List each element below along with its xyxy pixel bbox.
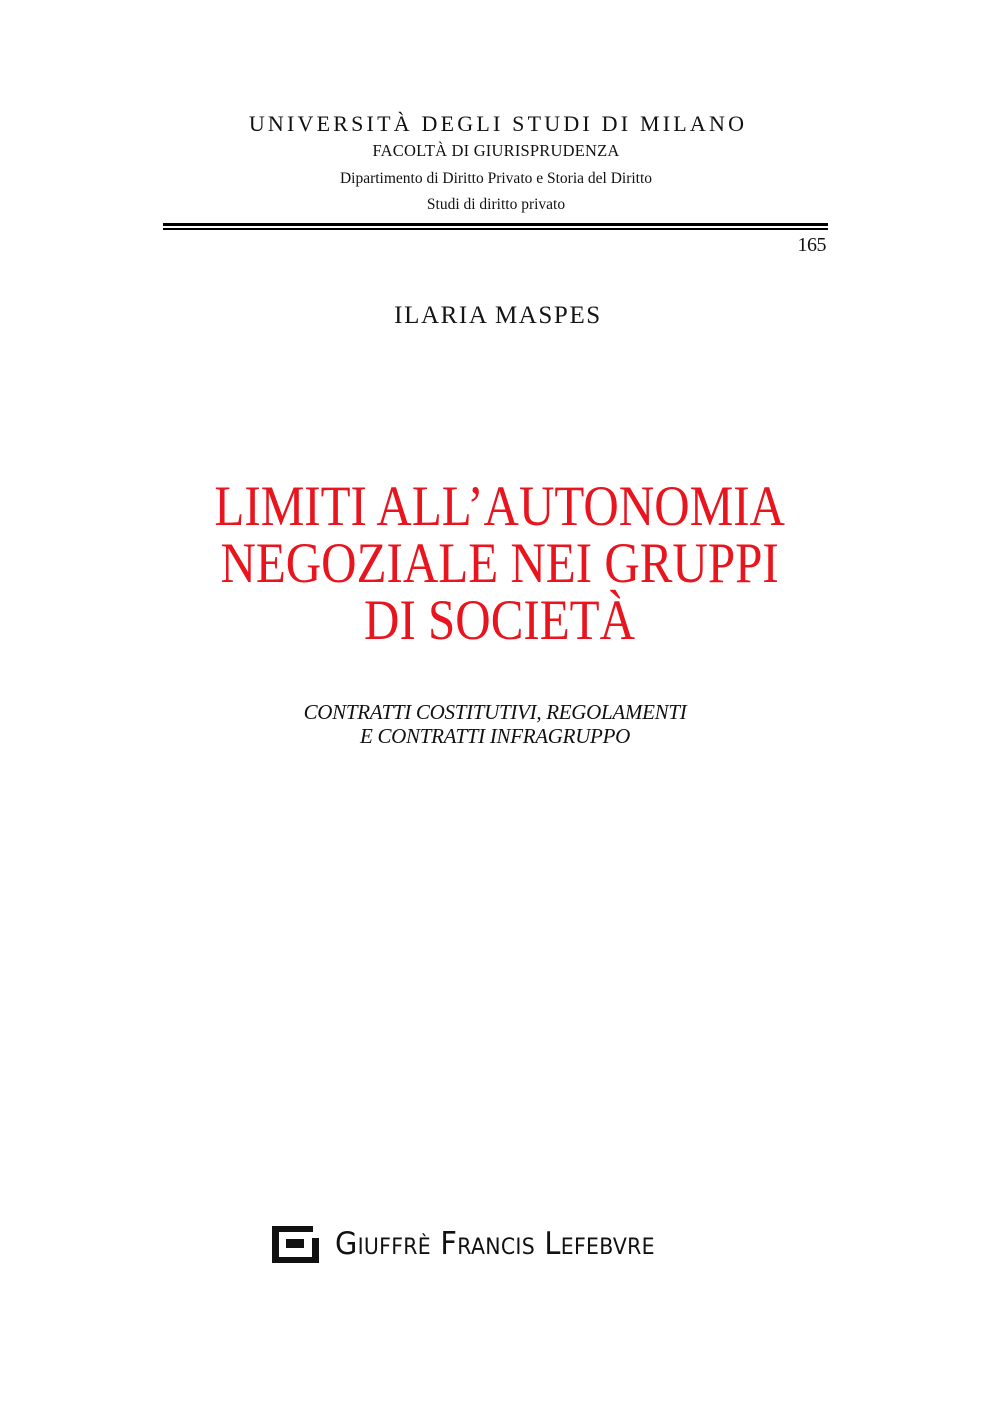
university-name: UNIVERSITÀ DEGLI STUDI DI MILANO bbox=[248, 111, 748, 136]
title-line-3-text: DI SOCIETÀ bbox=[364, 589, 636, 652]
book-title bbox=[0, 475, 1000, 652]
giuffre-logo-mark-icon bbox=[272, 1226, 319, 1263]
department-name: Dipartimento di Diritto Privato e Storia del Diritto bbox=[339, 170, 653, 187]
publisher-logo bbox=[272, 1224, 679, 1264]
author-name: ILARIA MASPES bbox=[394, 302, 602, 329]
header-rule-thin bbox=[163, 228, 828, 230]
title-line-3 bbox=[0, 589, 1000, 652]
faculty-name: FACOLTÀ DI GIURISPRUDENZA bbox=[372, 141, 620, 160]
volume-number: 165 bbox=[797, 234, 826, 256]
publisher-name: Giuffrè Francis Lefebvre bbox=[335, 1226, 655, 1262]
subtitle-line-2: E CONTRATTI INFRAGRUPPO bbox=[360, 724, 630, 748]
header-rule-thick bbox=[163, 223, 828, 226]
title-line-2 bbox=[0, 532, 1000, 595]
title-line-1 bbox=[0, 475, 1000, 538]
title-line-1-text: LIMITI ALL’AUTONOMIA bbox=[214, 475, 786, 538]
book-subtitle bbox=[0, 700, 995, 748]
subtitle-line-1: CONTRATTI COSTITUTIVI, REGOLAMENTI bbox=[303, 700, 687, 724]
title-line-2-text: NEGOZIALE NEI GRUPPI bbox=[220, 532, 780, 595]
series-name: Studi di diritto privato bbox=[426, 196, 566, 213]
